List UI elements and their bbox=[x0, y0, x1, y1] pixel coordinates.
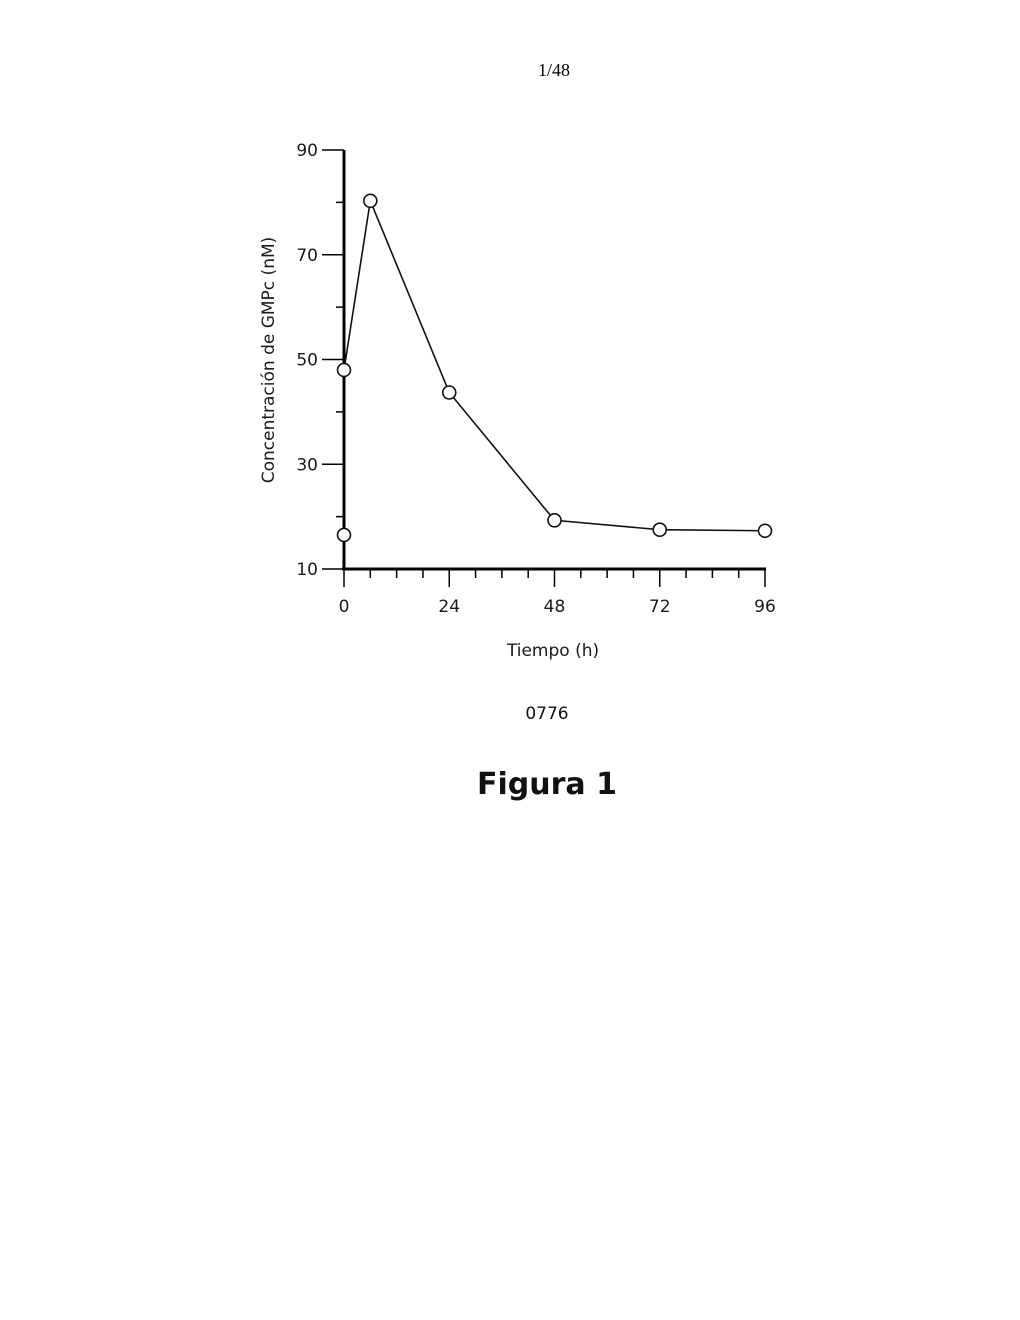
data-point-marker bbox=[364, 194, 377, 207]
x-tick-label: 96 bbox=[754, 597, 776, 617]
y-tick-label: 70 bbox=[296, 245, 318, 266]
figure-code: 0776 bbox=[525, 704, 569, 724]
figure-caption: Figura 1 bbox=[477, 767, 617, 802]
x-tick-label: 48 bbox=[543, 597, 566, 617]
x-tick-label: 24 bbox=[438, 597, 461, 617]
chart-axes bbox=[342, 150, 766, 569]
data-point-marker bbox=[759, 524, 772, 537]
chart-series bbox=[338, 194, 772, 541]
x-axis-title: Tiempo (h) bbox=[506, 641, 600, 661]
y-axis-title: Concentración de GMPc (nM) bbox=[259, 236, 279, 484]
x-tick-label: 0 bbox=[338, 597, 350, 617]
y-tick-label: 90 bbox=[296, 141, 318, 161]
page-number: 1/48 bbox=[537, 60, 570, 80]
x-tick-label: 72 bbox=[648, 597, 671, 617]
y-tick-label: 30 bbox=[296, 455, 318, 476]
y-tick-label: 50 bbox=[296, 350, 318, 371]
data-point-marker bbox=[338, 363, 351, 376]
data-point-marker bbox=[548, 514, 561, 527]
data-point-marker bbox=[443, 386, 456, 399]
y-tick-label: 10 bbox=[296, 560, 318, 580]
data-point-marker bbox=[338, 528, 351, 541]
series-line bbox=[344, 201, 765, 531]
data-point-marker bbox=[653, 523, 666, 536]
